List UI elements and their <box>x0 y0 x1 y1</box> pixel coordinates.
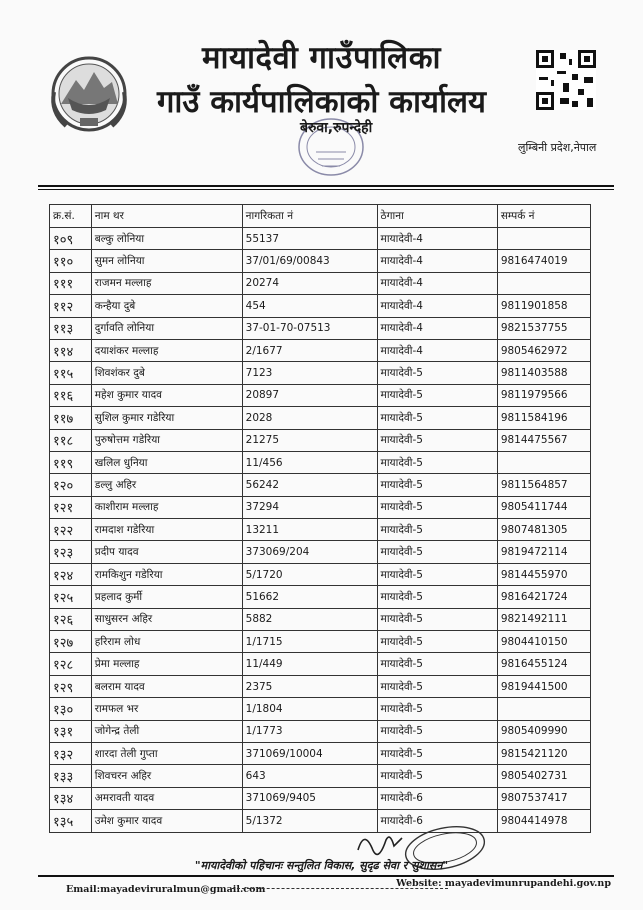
citizenship-cell: 1/1715 <box>242 631 377 653</box>
address-cell: मायादेवी-5 <box>377 765 497 787</box>
contact-cell: 9807481305 <box>497 519 590 541</box>
column-header-contact: सम्पर्क नं <box>497 205 590 228</box>
table-row <box>50 698 591 720</box>
name-cell: रामदाश गडेरिया <box>91 519 242 541</box>
name-cell: हरिराम लोध <box>91 631 242 653</box>
citizenship-cell: 371069/10004 <box>242 742 377 764</box>
table-row <box>50 496 591 518</box>
table-row <box>50 631 591 653</box>
column-header-serial: क्र.सं. <box>50 205 92 228</box>
serial-cell: ११६ <box>50 384 92 406</box>
contact-cell: 9805411744 <box>497 496 590 518</box>
header-divider-thin <box>38 189 614 190</box>
address-cell: मायादेवी-5 <box>377 541 497 563</box>
serial-cell: १३४ <box>50 787 92 809</box>
contact-cell: 9804414978 <box>497 810 590 832</box>
address-cell: मायादेवी-5 <box>377 631 497 653</box>
citizenship-cell: 21275 <box>242 429 377 451</box>
name-cell: बलराम यादव <box>91 675 242 697</box>
table-row <box>50 317 591 339</box>
serial-cell: १३५ <box>50 810 92 832</box>
contact-cell: 9811403588 <box>497 362 590 384</box>
address-cell: मायादेवी-5 <box>377 563 497 585</box>
name-cell: प्रहलाद कुर्मी <box>91 586 242 608</box>
citizenship-cell: 11/449 <box>242 653 377 675</box>
table-row <box>50 429 591 451</box>
address-cell: मायादेवी-4 <box>377 317 497 339</box>
address-cell: मायादेवी-5 <box>377 675 497 697</box>
citizenship-cell: 2375 <box>242 675 377 697</box>
serial-cell: १३२ <box>50 742 92 764</box>
table-row <box>50 787 591 809</box>
name-cell: सुशिल कुमार गडेरिया <box>91 407 242 429</box>
table-row <box>50 563 591 585</box>
table-row <box>50 586 591 608</box>
citizenship-cell: 7123 <box>242 362 377 384</box>
contact-cell: 9816474019 <box>497 250 590 272</box>
contact-cell: 9807537417 <box>497 787 590 809</box>
name-cell: पुरुषोत्तम गडेरिया <box>91 429 242 451</box>
serial-cell: ११८ <box>50 429 92 451</box>
citizenship-cell: 37-01-70-07513 <box>242 317 377 339</box>
table-header-row <box>50 205 591 228</box>
address-cell: मायादेवी-5 <box>377 496 497 518</box>
name-cell: जोगेन्द्र तेली <box>91 720 242 742</box>
address-cell: मायादेवी-5 <box>377 474 497 496</box>
serial-cell: १२६ <box>50 608 92 630</box>
name-cell: रामकिशुन गडेरिया <box>91 563 242 585</box>
citizenship-cell: 37294 <box>242 496 377 518</box>
contact-cell: 9805409990 <box>497 720 590 742</box>
serial-cell: ११५ <box>50 362 92 384</box>
citizenship-cell: 1/1773 <box>242 720 377 742</box>
serial-cell: १२० <box>50 474 92 496</box>
address-cell: मायादेवी-6 <box>377 810 497 832</box>
citizenship-cell: 20274 <box>242 272 377 294</box>
beneficiary-table <box>49 204 591 833</box>
serial-cell: ११९ <box>50 451 92 473</box>
office-address: बेरुवा,रुपन्देही <box>300 120 373 136</box>
address-cell: मायादेवी-5 <box>377 698 497 720</box>
name-cell: दुर्गावति लोनिया <box>91 317 242 339</box>
name-cell: राजमन मल्लाह <box>91 272 242 294</box>
table-row <box>50 810 591 832</box>
serial-cell: १२२ <box>50 519 92 541</box>
table-row <box>50 339 591 361</box>
contact-cell: 9821492111 <box>497 608 590 630</box>
serial-cell: ११४ <box>50 339 92 361</box>
name-cell: खलिल धुनिया <box>91 451 242 473</box>
name-cell: रामफल भर <box>91 698 242 720</box>
name-cell: अमरावती यादव <box>91 787 242 809</box>
serial-cell: १२८ <box>50 653 92 675</box>
contact-cell <box>497 451 590 473</box>
table-row <box>50 407 591 429</box>
address-cell: मायादेवी-5 <box>377 429 497 451</box>
office-title-line2: गाउँ कार्यपालिकाको कार्यालय <box>156 84 487 120</box>
contact-cell <box>497 272 590 294</box>
address-cell: मायादेवी-5 <box>377 742 497 764</box>
column-header-citizenship: नागरिकता नं <box>242 205 377 228</box>
contact-cell: 9816455124 <box>497 653 590 675</box>
name-cell: शिवचरन अहिर <box>91 765 242 787</box>
serial-cell: ११० <box>50 250 92 272</box>
contact-cell: 9815421120 <box>497 742 590 764</box>
name-cell: प्रदीप यादव <box>91 541 242 563</box>
serial-cell: १२५ <box>50 586 92 608</box>
contact-cell: 9814455970 <box>497 563 590 585</box>
address-cell: मायादेवी-5 <box>377 451 497 473</box>
name-cell: शिवशंकर दुबे <box>91 362 242 384</box>
citizenship-cell: 51662 <box>242 586 377 608</box>
name-cell: बल्कु लोनिया <box>91 228 242 250</box>
address-cell: मायादेवी-4 <box>377 228 497 250</box>
table-row <box>50 451 591 473</box>
citizenship-cell: 20897 <box>242 384 377 406</box>
citizenship-cell: 56242 <box>242 474 377 496</box>
table-row <box>50 720 591 742</box>
serial-cell: ११३ <box>50 317 92 339</box>
header-divider <box>38 185 614 187</box>
province-label: लुम्बिनी प्रदेश,नेपाल <box>518 141 597 154</box>
contact-cell: 9816421724 <box>497 586 590 608</box>
table-row <box>50 519 591 541</box>
qr-code-icon <box>536 50 596 110</box>
name-cell: डल्लु अहिर <box>91 474 242 496</box>
name-cell: शारदा तेली गुप्ता <box>91 742 242 764</box>
column-header-name: नाम थर <box>91 205 242 228</box>
table-row <box>50 272 591 294</box>
address-cell: मायादेवी-4 <box>377 339 497 361</box>
serial-cell: १२३ <box>50 541 92 563</box>
serial-cell: १२९ <box>50 675 92 697</box>
table-row <box>50 250 591 272</box>
table-row <box>50 474 591 496</box>
citizenship-cell: 373069/204 <box>242 541 377 563</box>
serial-cell: १११ <box>50 272 92 294</box>
address-cell: मायादेवी-4 <box>377 295 497 317</box>
address-cell: मायादेवी-5 <box>377 653 497 675</box>
table-row <box>50 765 591 787</box>
name-cell: प्रेमा मल्लाह <box>91 653 242 675</box>
address-cell: मायादेवी-5 <box>377 362 497 384</box>
citizenship-cell: 643 <box>242 765 377 787</box>
address-cell: मायादेवी-5 <box>377 384 497 406</box>
citizenship-cell: 37/01/69/00843 <box>242 250 377 272</box>
footer-divider <box>38 875 614 877</box>
serial-cell: १०९ <box>50 228 92 250</box>
name-cell: कन्हैया दुबे <box>91 295 242 317</box>
citizenship-cell: 5/1372 <box>242 810 377 832</box>
office-title-line1: मायादेवी गाउँपालिका <box>201 40 442 76</box>
citizenship-cell: 5882 <box>242 608 377 630</box>
address-cell: मायादेवी-5 <box>377 519 497 541</box>
address-cell: मायादेवी-5 <box>377 586 497 608</box>
office-slogan: "मायादेवीको पहिचानः सन्तुलित विकास, सुदृढ सेवा र सुशासन" <box>194 859 449 872</box>
name-cell: महेश कुमार यादव <box>91 384 242 406</box>
contact-cell: 9811901858 <box>497 295 590 317</box>
citizenship-cell: 371069/9405 <box>242 787 377 809</box>
table-row <box>50 675 591 697</box>
footer-email: Email:mayadeviruralmun@gmail.com <box>66 884 266 895</box>
table-row <box>50 541 591 563</box>
contact-cell <box>497 698 590 720</box>
table-row <box>50 384 591 406</box>
serial-cell: १३१ <box>50 720 92 742</box>
contact-cell: 9805402731 <box>497 765 590 787</box>
citizenship-cell: 5/1720 <box>242 563 377 585</box>
serial-cell: १३० <box>50 698 92 720</box>
contact-cell: 9811979566 <box>497 384 590 406</box>
contact-cell: 9821537755 <box>497 317 590 339</box>
address-cell: मायादेवी-5 <box>377 608 497 630</box>
table-row <box>50 653 591 675</box>
name-cell: दयाशंकर मल्लाह <box>91 339 242 361</box>
name-cell: सुमन लोनिया <box>91 250 242 272</box>
citizenship-cell: 2028 <box>242 407 377 429</box>
serial-cell: १२७ <box>50 631 92 653</box>
contact-cell <box>497 228 590 250</box>
contact-cell: 9811584196 <box>497 407 590 429</box>
name-cell: साधुसरन अहिर <box>91 608 242 630</box>
contact-cell: 9811564857 <box>497 474 590 496</box>
address-cell: मायादेवी-4 <box>377 250 497 272</box>
citizenship-cell: 1/1804 <box>242 698 377 720</box>
table-row <box>50 295 591 317</box>
address-cell: मायादेवी-4 <box>377 272 497 294</box>
contact-cell: 9805462972 <box>497 339 590 361</box>
citizenship-cell: 55137 <box>242 228 377 250</box>
address-cell: मायादेवी-5 <box>377 720 497 742</box>
table-row <box>50 362 591 384</box>
serial-cell: १३३ <box>50 765 92 787</box>
address-cell: मायादेवी-6 <box>377 787 497 809</box>
citizenship-cell: 454 <box>242 295 377 317</box>
table-row <box>50 228 591 250</box>
contact-cell: 9804410150 <box>497 631 590 653</box>
citizenship-cell: 11/456 <box>242 451 377 473</box>
citizenship-cell: 13211 <box>242 519 377 541</box>
name-cell: उमेश कुमार यादव <box>91 810 242 832</box>
table-row <box>50 608 591 630</box>
footer-website: Website: mayadevimunrupandehi.gov.np <box>396 878 611 889</box>
name-cell: काशीराम मल्लाह <box>91 496 242 518</box>
serial-cell: ११७ <box>50 407 92 429</box>
contact-cell: 9819441500 <box>497 675 590 697</box>
table-row <box>50 742 591 764</box>
column-header-address: ठेगाना <box>377 205 497 228</box>
serial-cell: १२४ <box>50 563 92 585</box>
serial-cell: ११२ <box>50 295 92 317</box>
citizenship-cell: 2/1677 <box>242 339 377 361</box>
contact-cell: 9814475567 <box>497 429 590 451</box>
address-cell: मायादेवी-5 <box>377 407 497 429</box>
serial-cell: १२१ <box>50 496 92 518</box>
contact-cell: 9819472114 <box>497 541 590 563</box>
